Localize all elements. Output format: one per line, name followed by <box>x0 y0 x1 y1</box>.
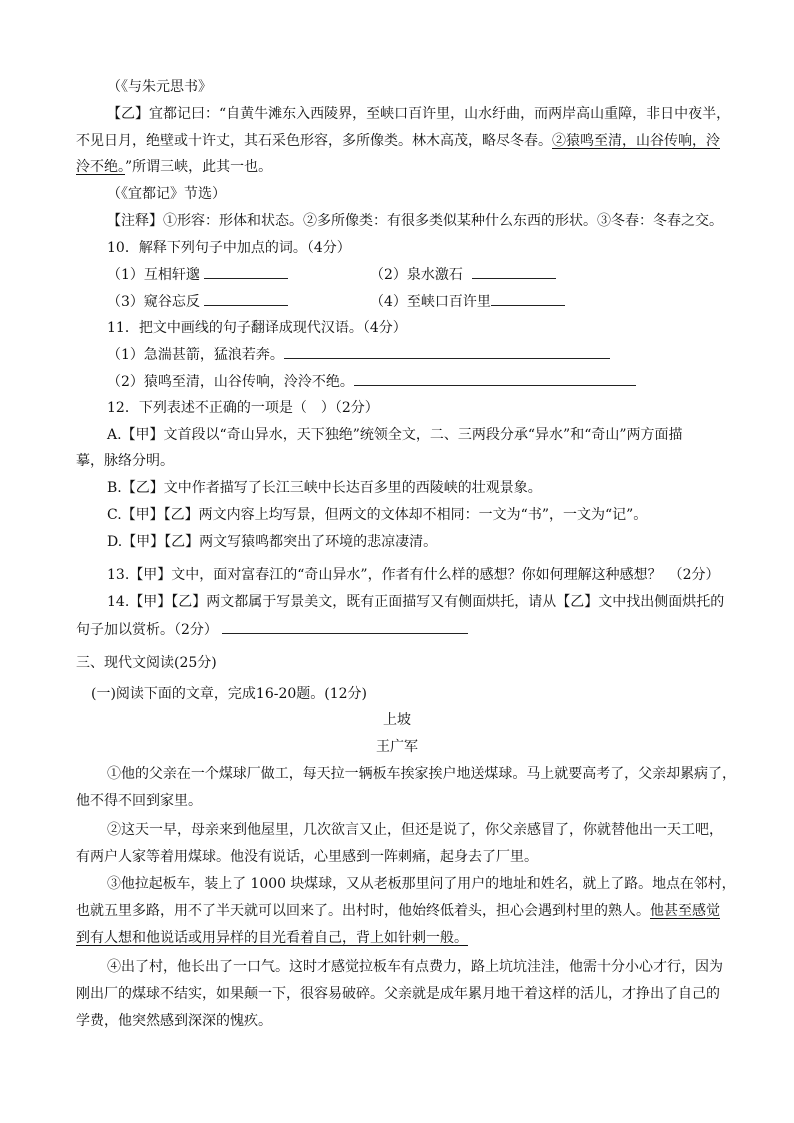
passage-jia-source: （《与朱元思书》 <box>107 79 212 95</box>
q10-item-2: （2）泉水激石 <box>370 264 556 285</box>
q12-option-a-cont: 摹，脉络分明。 <box>76 453 174 469</box>
q10-item-1: （1）互相轩邈 <box>107 264 288 285</box>
q13: 13.【甲】文中，面对富春江的“奇山异水”，作者有什么样的感想？你如何理解这种感想？ （2分） <box>107 567 720 583</box>
passage-yi-line-1: 【乙】宜都记曰：“自黄牛滩东入西陵界，至峡口百许里，山水纡曲，而两岸高山重障，非日中夜半， <box>107 106 731 122</box>
passage-yi-line-3: 泠不绝。”所谓三峡，此其一也。 <box>76 159 273 175</box>
q10-stem: 10．解释下列句子中加点的词。（4分） <box>107 240 351 256</box>
q12-option-a: A.【甲】文首段以“奇山异水，天下独绝”统领全文，二、三两段分承“异水”和“奇山”两方面描 <box>107 427 683 443</box>
answer-blank[interactable] <box>204 264 288 279</box>
paragraph-4-line-1: ④出了村，他长出了一口气。这时才感觉拉板车有点费力，路上坑坑洼洼，他需十分小心才行，因为 <box>107 959 723 975</box>
q12-option-d: D.【甲】【乙】两文写猿鸣都突出了环境的悲凉凄清。 <box>107 534 438 550</box>
q10-item-4: （4）至峡口百许里 <box>370 291 565 312</box>
paragraph-3-line-2: 也就五里多路，用不了半天就可以回来了。出村时，他始终低着头，担心会遇到村里的熟人。他甚至感觉 <box>76 903 720 919</box>
paragraph-4-line-3: 学费，他突然感到深深的愧疚。 <box>76 1013 272 1029</box>
q14-line-1: 14.【甲】【乙】两文都属于写景美文，既有正面描写又有侧面烘托，请从【乙】文中找出侧面烘托的 <box>107 594 725 610</box>
paragraph-1-line-2: 他不得不回到家里。 <box>76 793 202 809</box>
underlined-sentence: ②猿鸣至清，山谷传响，泠 <box>552 133 720 149</box>
q11-item-1: （1）急湍甚箭，猛浪若奔。 <box>107 344 610 365</box>
paragraph-4-line-2: 刚出厂的煤球不结实，如果颠一下，很容易破碎。父亲就是成年累月地干着这样的活儿，才挣出了自己的 <box>76 986 720 1002</box>
paragraph-2-line-1: ②这天一早，母亲来到他屋里，几次欲言又止，但还是说了，你父亲感冒了，你就替他出一天工吧， <box>107 822 723 838</box>
answer-blank[interactable] <box>284 344 610 359</box>
answer-blank[interactable] <box>222 619 468 634</box>
q12-option-b: B.【乙】文中作者描写了长江三峡中长达百多里的西陵峡的壮观景象。 <box>107 480 542 496</box>
underlined-sentence-cont: 泠不绝。 <box>76 159 125 175</box>
paragraph-1-line-1: ①他的父亲在一个煤球厂做工，每天拉一辆板车挨家挨户地送煤球。马上就要高考了，父亲却累病了， <box>107 766 736 782</box>
q12-option-c: C.【甲】【乙】两文内容上均写景，但两文的文体却不相同：一文为“书”，一文为“记”。 <box>107 507 648 523</box>
q11-item-2: （2）猿鸣至清，山谷传响，泠泠不绝。 <box>107 371 636 392</box>
passage-yi-line-2: 不见日月，绝壁或十许丈，其石采色形容，多所像类。林木高茂，略尽冬春。②猿鸣至清，山谷传响，泠 <box>76 133 720 149</box>
underlined-sentence: 他甚至感觉 <box>650 903 720 919</box>
answer-blank[interactable] <box>354 371 636 386</box>
answer-blank[interactable] <box>472 264 556 279</box>
paragraph-3-line-3 <box>76 928 468 948</box>
answer-blank[interactable] <box>204 291 288 306</box>
passage-yi-source: （《宜都记》节选） <box>107 186 226 202</box>
q11-stem: 11．把文中画线的句子翻译成现代汉语。（4分） <box>107 320 407 336</box>
section-heading: 三、现代文阅读(25分) <box>76 655 217 671</box>
underlined-sentence-cont: 到有人想和他说话或用异样的目光看着自己，背上如针刺一般。 <box>76 930 468 946</box>
article-title: 上坡 <box>383 712 411 728</box>
passage-yi-tag: 【乙】 <box>107 106 149 122</box>
article-author: 王广军 <box>376 739 418 755</box>
paragraph-3-line-1: ③他拉起板车，装上了 1000 块煤球，又从老板那里问了用户的地址和姓名，就上了路。地点在邻村， <box>107 876 736 892</box>
part-heading: (一)阅读下面的文章，完成16-20题。(12分) <box>91 686 368 702</box>
q14-line-2: 句子加以赏析。（2分） <box>76 619 468 640</box>
answer-blank[interactable] <box>491 291 565 306</box>
paragraph-2-line-2: 有两户人家等着用煤球。他没有说话，心里感到一阵刺痛，起身去了厂里。 <box>76 849 538 865</box>
notes: 【注释】①形容：形体和状态。②多所像类：有很多类似某种什么东西的形状。③冬春：冬春之交。 <box>107 213 723 229</box>
q10-item-3: （3）窥谷忘反 <box>107 291 288 312</box>
q12-stem: 12．下列表述不正确的一项是（ ）（2分） <box>107 400 379 416</box>
